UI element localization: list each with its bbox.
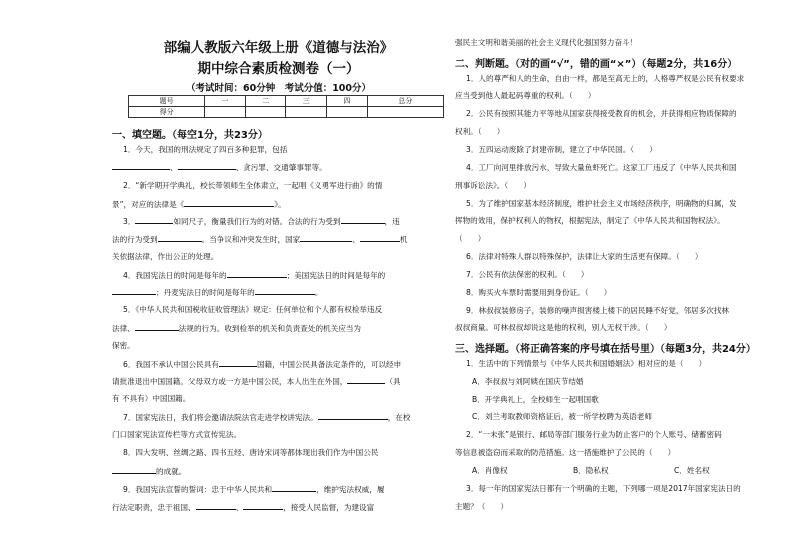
blank[interactable] xyxy=(112,287,156,295)
exam-title: 部编人教版六年级上册《道德与法治》 xyxy=(163,40,394,56)
exam-subtitle: 期中综合素质检测卷（一） xyxy=(197,61,360,77)
s2-line: 7．公民有依法保密的权利。（ ） xyxy=(466,270,589,279)
blank[interactable] xyxy=(318,412,388,420)
blank[interactable] xyxy=(112,162,170,170)
s2-line: 权利。（ ） xyxy=(455,127,505,136)
blank[interactable] xyxy=(112,466,156,474)
section1-title: 一、填空题。（每空1分，共23分） xyxy=(112,130,268,141)
s2-line: 8．购买火车票时需要用到身份证。（ ） xyxy=(466,288,612,297)
q3-line1: 3． 如同尺子，衡量我们行为的对错。合法的行为受到 ，违 xyxy=(123,217,400,226)
score-header-cell: 总分 xyxy=(367,96,443,107)
q9-continuation: 强民主文明和谐美丽的社会主义现代化强国努力奋斗！ xyxy=(455,38,638,47)
score-cell[interactable] xyxy=(286,107,327,118)
s2-line: 刑事诉讼法》。（ ） xyxy=(455,181,531,190)
score-cell[interactable] xyxy=(367,107,443,118)
s3-q2-line1: 2．“一未张”是银行、邮局等部门服务行业为防止客户的个人账号、储蓄密码 xyxy=(466,430,722,439)
q8-line1: 8．四大发明、丝绸之路、四书五经、唐诗宋词等都体现出我们作为中国公民 xyxy=(123,448,379,457)
score-row-label: 得分 xyxy=(129,107,205,118)
s2-line: 5．为了维护国家基本经济制度，维护社会主义市场经济秩序，明确物的归属，发 xyxy=(466,199,737,208)
q3-line2: 法的行为受到 。当争议和冲突发生时，国家 、 机 xyxy=(112,235,408,244)
q7-line2: 门口国家宪法宣传栏等方式宣传宪法。 xyxy=(112,430,242,439)
section3-title: 三、选择题。（将正确答案的序号填在括号里）（每题3分，共24分） xyxy=(455,344,756,355)
blank[interactable] xyxy=(347,376,385,384)
score-table-score-row xyxy=(129,107,444,118)
q5-line2: 法律、 法规的行为。收到检举的机关和负责查处的机关应当为 xyxy=(112,324,362,333)
score-table-header-row xyxy=(129,96,444,107)
q5-line1: 5．《中华人民共和国税收征收管理法》规定：任何单位和个人都有权检举违反 xyxy=(123,305,383,314)
blank[interactable] xyxy=(227,270,287,278)
s3-q2-option-b[interactable]: B．隐私权 xyxy=(573,466,609,475)
s2-line: 6．法律对特殊人群以特殊保护，法律让大家的生活更有保障。（ ） xyxy=(466,252,703,261)
blank[interactable] xyxy=(219,359,257,367)
blank[interactable] xyxy=(360,234,400,242)
s2-line: 9．林叔叔装修房子，装修的噪声损害楼上楼下的居民睡不好觉，邻居多次找林 xyxy=(466,306,730,315)
blank[interactable] xyxy=(135,323,179,331)
section2-title: 二、判断题。（对的画“√”，错的画“×”）（每题2分，共16分） xyxy=(455,59,738,70)
score-table xyxy=(128,95,444,118)
blank[interactable] xyxy=(243,502,283,510)
q1-line1: 1．今天，我国的刑法规定了四百多种犯罪，包括 xyxy=(123,145,288,154)
s2-line: 4．工厂向河里排放污水，导致大量鱼虾死亡。这家工厂违反了《中华人民共和国 xyxy=(466,163,737,172)
exam-info: （考试时间：60分钟 考试分值：100分） xyxy=(185,83,372,94)
blank[interactable] xyxy=(300,234,352,242)
s3-q1-stem: 1．生活中的下列情景与《中华人民共和国婚姻法》相对应的是（ ） xyxy=(466,359,707,368)
blank[interactable] xyxy=(255,287,315,295)
score-header-cell: 二 xyxy=(245,96,286,107)
s2-line: 3．五四运动废除了封建帝制，建立了中华民国。（ ） xyxy=(466,145,657,154)
s2-line: （ ） xyxy=(455,234,486,243)
score-header-cell: 四 xyxy=(327,96,368,107)
s3-q3-line1: 3．每一年的国家宪法日都有一个明确的主题，下列哪一项是2017年国家宪法日的 xyxy=(466,484,741,493)
s3-q2-line2: 等信息被盗窃而采取的防范措施。这一措施维护了公民的（ ） xyxy=(455,448,676,457)
score-cell[interactable] xyxy=(327,107,368,118)
s2-line: 2．公民有按照其能力平等地从国家获得接受教育的机会，并获得相应物质保障的 xyxy=(466,109,737,118)
s3-q1-option-a[interactable]: A．李叔叔与刘阿姨在国庆节结婚 xyxy=(472,377,584,386)
blank[interactable] xyxy=(341,216,385,224)
q6-line3: 有 不具有）中国国籍。 xyxy=(112,394,191,403)
q2-line1: 2．“新学期开学典礼，校长带领师生全体肃立，一起唱《义勇军进行曲》的情 xyxy=(123,181,383,190)
s3-q1-option-b[interactable]: B．开学典礼上，全校师生一起唱国歌 xyxy=(472,395,599,404)
q9-line2: 行法定职责，忠于祖国、 、 ，接受人民监督，为建设富 xyxy=(112,503,375,512)
q3-line3: 关依据法律，作出公正的处理。 xyxy=(112,252,219,261)
q6-line2: 请批准退出中国国籍。父母双方或一方是中国公民，本人出生在外国， （具 xyxy=(112,377,401,386)
q7-line1: 7．国家宪法日，我们将会邀请法院法官走进学校讲宪法。 ，在校 xyxy=(123,413,411,422)
score-header-cell: 三 xyxy=(286,96,327,107)
blank[interactable] xyxy=(184,199,274,207)
score-header-cell: 题号 xyxy=(129,96,205,107)
blank[interactable] xyxy=(272,484,316,492)
s3-q2-option-a[interactable]: A．肖像权 xyxy=(472,466,508,475)
blank[interactable] xyxy=(196,502,236,510)
q6-line1: 6．我国不承认中国公民具有 国籍，中国公民具备法定条件的，可以经申 xyxy=(123,360,402,369)
blank[interactable] xyxy=(135,216,173,224)
s3-q3-line2: 主题？（ ） xyxy=(455,502,509,511)
blank[interactable] xyxy=(158,234,202,242)
q2-line2: 景”，对应的法律是《 》。 xyxy=(112,200,286,209)
blank[interactable] xyxy=(178,162,236,170)
s2-line: 挥物的效用，保护权利人的物权，根据宪法，制定了《中华人民共和国物权法》。 xyxy=(455,216,725,225)
s3-q2-option-c[interactable]: C．姓名权 xyxy=(674,466,710,475)
score-cell[interactable] xyxy=(245,107,286,118)
q4-line1: 4．我国宪法日的时间是每年的 ；美国宪法日的时间是每年的 xyxy=(123,271,386,280)
s2-line: 应当受到他人最起码尊重的权利。（ ） xyxy=(455,91,596,100)
s2-line: 叔叔商量。可林叔叔却说这是他的权利，别人无权干涉。（ ） xyxy=(455,323,672,332)
s2-line: 1．人的尊严和人的生命，自由一样，都是至高无上的，人格尊严权是公民有权要求 xyxy=(466,74,745,83)
q9-line1: 9．我国宪法宣誓的誓词：忠于中华人民共和 ，维护宪法权威，履 xyxy=(123,485,385,494)
s3-q1-option-c[interactable]: C．刘兰考取教师资格证后，被一所学校聘为英语老师 xyxy=(472,412,652,421)
q8-line2: 的成就。 xyxy=(112,466,186,476)
score-cell[interactable] xyxy=(205,107,246,118)
q5-line3: 保密。 xyxy=(112,341,135,350)
q4-line2: ；丹麦宪法日的时间是每年的 。 xyxy=(112,287,322,297)
q1-line2: 、 、贪污罪、交通肇事罪等。 xyxy=(112,162,327,172)
score-header-cell: 一 xyxy=(205,96,246,107)
